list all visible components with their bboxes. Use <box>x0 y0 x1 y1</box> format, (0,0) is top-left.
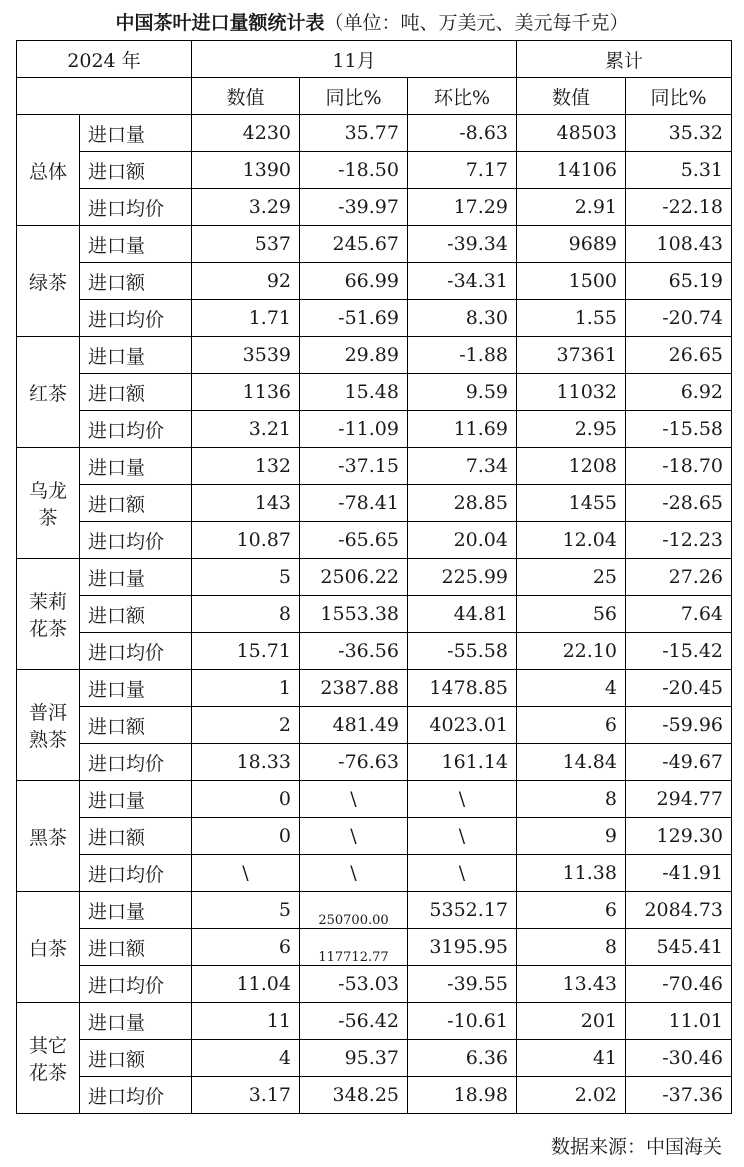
cum-yoy-cell: 129.30 <box>626 818 732 855</box>
category-name: 白茶 <box>28 937 67 960</box>
yoy-cell: -37.15 <box>300 448 408 485</box>
table-row <box>17 485 732 522</box>
category-name: 花茶 <box>28 1062 67 1084</box>
yoy-header: 同比% <box>300 78 408 115</box>
yoy-cell: 35.77 <box>300 115 408 152</box>
yoy-cell: -56.42 <box>300 1003 408 1040</box>
metric-cell: 进口量 <box>80 670 192 707</box>
table-body <box>17 115 732 1114</box>
metric-cell: 进口量 <box>80 115 192 152</box>
cum-value-cell: 11032 <box>517 374 626 411</box>
header-blank <box>17 78 192 115</box>
cum-yoy-header: 同比% <box>626 78 732 115</box>
value-cell: 5 <box>192 892 300 929</box>
mom-cell: 4023.01 <box>408 707 517 744</box>
metric-cell: 进口均价 <box>80 189 192 226</box>
value-cell: 0 <box>192 781 300 818</box>
mom-cell: 6.36 <box>408 1040 517 1077</box>
yoy-cell: 15.48 <box>300 374 408 411</box>
data-source: 数据来源：中国海关 <box>550 1136 722 1158</box>
cum-yoy-cell: -30.46 <box>626 1040 732 1077</box>
yoy-cell: -76.63 <box>300 744 408 781</box>
value-cell: 2 <box>192 707 300 744</box>
value-cell: 143 <box>192 485 300 522</box>
value-cell: 537 <box>192 226 300 263</box>
mom-cell: -10.61 <box>408 1003 517 1040</box>
metric-cell: 进口均价 <box>80 744 192 781</box>
metric-cell: 进口额 <box>80 596 192 633</box>
metric-cell: 进口额 <box>80 485 192 522</box>
category-name: 茉莉 <box>28 591 67 613</box>
mom-cell: 9.59 <box>408 374 517 411</box>
yoy-cell: -78.41 <box>300 485 408 522</box>
cum-value-cell: 41 <box>517 1040 626 1077</box>
cum-yoy-cell: -22.18 <box>626 189 732 226</box>
table-row <box>17 781 732 818</box>
yoy-cell: 66.99 <box>300 263 408 300</box>
table-row <box>17 189 732 226</box>
cum-value-cell: 2.02 <box>517 1077 626 1114</box>
mom-cell: \ <box>408 855 517 892</box>
category-cell <box>17 448 80 559</box>
mom-cell: 8.30 <box>408 300 517 337</box>
cum-value-cell: 1500 <box>517 263 626 300</box>
table-row <box>17 559 732 596</box>
table-row <box>17 522 732 559</box>
table-row <box>17 300 732 337</box>
cum-value-cell: 6 <box>517 707 626 744</box>
mom-cell: -1.88 <box>408 337 517 374</box>
table-row <box>17 633 732 670</box>
metric-cell: 进口额 <box>80 929 192 966</box>
yoy-cell: 250700.00 <box>300 892 408 929</box>
metric-cell: 进口额 <box>80 818 192 855</box>
table-row <box>17 929 732 966</box>
yoy-cell: 481.49 <box>300 707 408 744</box>
table-row <box>17 818 732 855</box>
cum-yoy-cell: 5.31 <box>626 152 732 189</box>
cum-value-cell: 1208 <box>517 448 626 485</box>
category-name: 花茶 <box>28 618 67 640</box>
value-cell: 5 <box>192 559 300 596</box>
metric-cell: 进口量 <box>80 448 192 485</box>
cum-yoy-cell: 35.32 <box>626 115 732 152</box>
yoy-cell: 1553.38 <box>300 596 408 633</box>
value-cell: 18.33 <box>192 744 300 781</box>
mom-cell: 18.98 <box>408 1077 517 1114</box>
value-cell: 3.29 <box>192 189 300 226</box>
yoy-cell: -11.09 <box>300 411 408 448</box>
category-cell <box>17 1003 80 1114</box>
table-row <box>17 1003 732 1040</box>
value-cell: 1.71 <box>192 300 300 337</box>
cum-value-cell: 13.43 <box>517 966 626 1003</box>
table-title <box>0 8 744 35</box>
metric-cell: 进口量 <box>80 1003 192 1040</box>
mom-cell: -34.31 <box>408 263 517 300</box>
yoy-cell: 29.89 <box>300 337 408 374</box>
mom-cell: 17.29 <box>408 189 517 226</box>
metric-cell: 进口均价 <box>80 411 192 448</box>
mom-cell: -39.34 <box>408 226 517 263</box>
cum-value-cell: 14106 <box>517 152 626 189</box>
yoy-cell: 117712.77 <box>300 929 408 966</box>
mom-cell: 11.69 <box>408 411 517 448</box>
mom-cell: 225.99 <box>408 559 517 596</box>
cum-yoy-cell: -18.70 <box>626 448 732 485</box>
cum-value-cell: 25 <box>517 559 626 596</box>
value-header: 数值 <box>192 78 300 115</box>
category-name: 总体 <box>28 160 67 183</box>
header-row-1 <box>17 41 732 78</box>
value-cell: 11.04 <box>192 966 300 1003</box>
metric-cell: 进口额 <box>80 374 192 411</box>
table-row <box>17 966 732 1003</box>
metric-cell: 进口额 <box>80 1040 192 1077</box>
mom-cell: 28.85 <box>408 485 517 522</box>
value-cell: \ <box>192 855 300 892</box>
cum-value-cell: 37361 <box>517 337 626 374</box>
mom-cell: -39.55 <box>408 966 517 1003</box>
table-row <box>17 1077 732 1114</box>
cum-value-cell: 1455 <box>517 485 626 522</box>
cum-value-cell: 201 <box>517 1003 626 1040</box>
metric-cell: 进口均价 <box>80 522 192 559</box>
table-row <box>17 707 732 744</box>
yoy-cell: -51.69 <box>300 300 408 337</box>
tea-import-table <box>16 40 732 1114</box>
cum-value-header: 数值 <box>517 78 626 115</box>
value-cell: 8 <box>192 596 300 633</box>
category-name: 熟茶 <box>28 729 67 751</box>
cum-yoy-cell: -41.91 <box>626 855 732 892</box>
cum-yoy-cell: -59.96 <box>626 707 732 744</box>
metric-cell: 进口量 <box>80 226 192 263</box>
category-cell <box>17 670 80 781</box>
yoy-cell: -65.65 <box>300 522 408 559</box>
cum-yoy-cell: -70.46 <box>626 966 732 1003</box>
cum-value-cell: 2.95 <box>517 411 626 448</box>
yoy-cell: -39.97 <box>300 189 408 226</box>
metric-cell: 进口均价 <box>80 300 192 337</box>
table-row <box>17 337 732 374</box>
value-cell: 6 <box>192 929 300 966</box>
table-row <box>17 670 732 707</box>
metric-cell: 进口量 <box>80 559 192 596</box>
table-row <box>17 1040 732 1077</box>
category-name: 茶 <box>38 507 58 529</box>
metric-cell: 进口量 <box>80 781 192 818</box>
yoy-cell: 348.25 <box>300 1077 408 1114</box>
yoy-cell: -18.50 <box>300 152 408 189</box>
cum-yoy-cell: 2084.73 <box>626 892 732 929</box>
mom-cell: 3195.95 <box>408 929 517 966</box>
unit-text: （单位：吨、万美元、美元每千克） <box>324 12 629 34</box>
table-row <box>17 263 732 300</box>
value-cell: 15.71 <box>192 633 300 670</box>
header-row-2 <box>17 78 732 115</box>
yoy-cell: -53.03 <box>300 966 408 1003</box>
category-name: 黑茶 <box>28 826 67 849</box>
table-row <box>17 596 732 633</box>
year-header: 2024 年 <box>17 41 192 78</box>
value-cell: 1 <box>192 670 300 707</box>
value-cell: 132 <box>192 448 300 485</box>
value-cell: 92 <box>192 263 300 300</box>
mom-cell: -55.58 <box>408 633 517 670</box>
table-row <box>17 411 732 448</box>
category-cell <box>17 892 80 1003</box>
cum-value-cell: 56 <box>517 596 626 633</box>
value-cell: 1390 <box>192 152 300 189</box>
metric-cell: 进口额 <box>80 263 192 300</box>
cum-yoy-cell: 65.19 <box>626 263 732 300</box>
cum-value-cell: 22.10 <box>517 633 626 670</box>
metric-cell: 进口均价 <box>80 633 192 670</box>
yoy-cell: 95.37 <box>300 1040 408 1077</box>
cum-value-cell: 48503 <box>517 115 626 152</box>
cum-value-cell: 1.55 <box>517 300 626 337</box>
title-text: 中国茶叶进口量额统计表 <box>115 12 325 34</box>
cum-yoy-cell: -28.65 <box>626 485 732 522</box>
mom-cell: 7.17 <box>408 152 517 189</box>
table-row <box>17 374 732 411</box>
cum-yoy-cell: 26.65 <box>626 337 732 374</box>
cum-value-cell: 14.84 <box>517 744 626 781</box>
cum-yoy-cell: 6.92 <box>626 374 732 411</box>
value-cell: 11 <box>192 1003 300 1040</box>
cum-yoy-cell: 7.64 <box>626 596 732 633</box>
cum-yoy-cell: -37.36 <box>626 1077 732 1114</box>
cum-value-cell: 8 <box>517 929 626 966</box>
category-name: 绿茶 <box>28 271 67 294</box>
mom-cell: 7.34 <box>408 448 517 485</box>
category-name: 乌龙 <box>28 480 67 502</box>
mom-header: 环比% <box>408 78 517 115</box>
cum-yoy-cell: -20.74 <box>626 300 732 337</box>
category-cell <box>17 559 80 670</box>
mom-cell: 161.14 <box>408 744 517 781</box>
value-cell: 0 <box>192 818 300 855</box>
cumulative-header: 累计 <box>517 41 732 78</box>
table-row <box>17 892 732 929</box>
yoy-cell: \ <box>300 855 408 892</box>
cum-value-cell: 11.38 <box>517 855 626 892</box>
value-cell: 1136 <box>192 374 300 411</box>
cum-value-cell: 6 <box>517 892 626 929</box>
value-cell: 3.17 <box>192 1077 300 1114</box>
yoy-cell: \ <box>300 781 408 818</box>
category-name: 红茶 <box>28 382 67 405</box>
cum-yoy-cell: -20.45 <box>626 670 732 707</box>
cum-value-cell: 8 <box>517 781 626 818</box>
month-header: 11月 <box>192 41 517 78</box>
yoy-cell: 2387.88 <box>300 670 408 707</box>
metric-cell: 进口量 <box>80 337 192 374</box>
metric-cell: 进口均价 <box>80 855 192 892</box>
cum-value-cell: 12.04 <box>517 522 626 559</box>
table-row <box>17 115 732 152</box>
mom-cell: 44.81 <box>408 596 517 633</box>
cum-yoy-cell: 11.01 <box>626 1003 732 1040</box>
value-cell: 4230 <box>192 115 300 152</box>
metric-cell: 进口量 <box>80 892 192 929</box>
value-cell: 3.21 <box>192 411 300 448</box>
mom-cell: -8.63 <box>408 115 517 152</box>
category-cell <box>17 781 80 892</box>
yoy-cell: 245.67 <box>300 226 408 263</box>
category-cell <box>17 337 80 448</box>
cum-value-cell: 4 <box>517 670 626 707</box>
category-name: 普洱 <box>28 702 67 724</box>
cum-yoy-cell: 545.41 <box>626 929 732 966</box>
cum-value-cell: 2.91 <box>517 189 626 226</box>
value-cell: 4 <box>192 1040 300 1077</box>
cum-yoy-cell: 294.77 <box>626 781 732 818</box>
cum-yoy-cell: 108.43 <box>626 226 732 263</box>
mom-cell: \ <box>408 781 517 818</box>
table-row <box>17 744 732 781</box>
table-row <box>17 448 732 485</box>
cum-yoy-cell: 27.26 <box>626 559 732 596</box>
mom-cell: 1478.85 <box>408 670 517 707</box>
yoy-cell: -36.56 <box>300 633 408 670</box>
mom-cell: \ <box>408 818 517 855</box>
metric-cell: 进口均价 <box>80 966 192 1003</box>
cum-value-cell: 9689 <box>517 226 626 263</box>
metric-cell: 进口额 <box>80 152 192 189</box>
category-cell <box>17 115 80 226</box>
yoy-cell: 2506.22 <box>300 559 408 596</box>
table-row <box>17 152 732 189</box>
metric-cell: 进口均价 <box>80 1077 192 1114</box>
category-cell <box>17 226 80 337</box>
cum-yoy-cell: -15.42 <box>626 633 732 670</box>
cum-yoy-cell: -49.67 <box>626 744 732 781</box>
cum-value-cell: 9 <box>517 818 626 855</box>
cum-yoy-cell: -12.23 <box>626 522 732 559</box>
table-row <box>17 855 732 892</box>
mom-cell: 20.04 <box>408 522 517 559</box>
metric-cell: 进口额 <box>80 707 192 744</box>
value-cell: 10.87 <box>192 522 300 559</box>
value-cell: 3539 <box>192 337 300 374</box>
cum-yoy-cell: -15.58 <box>626 411 732 448</box>
mom-cell: 5352.17 <box>408 892 517 929</box>
category-name: 其它 <box>28 1035 67 1057</box>
yoy-cell: \ <box>300 818 408 855</box>
table-row <box>17 226 732 263</box>
